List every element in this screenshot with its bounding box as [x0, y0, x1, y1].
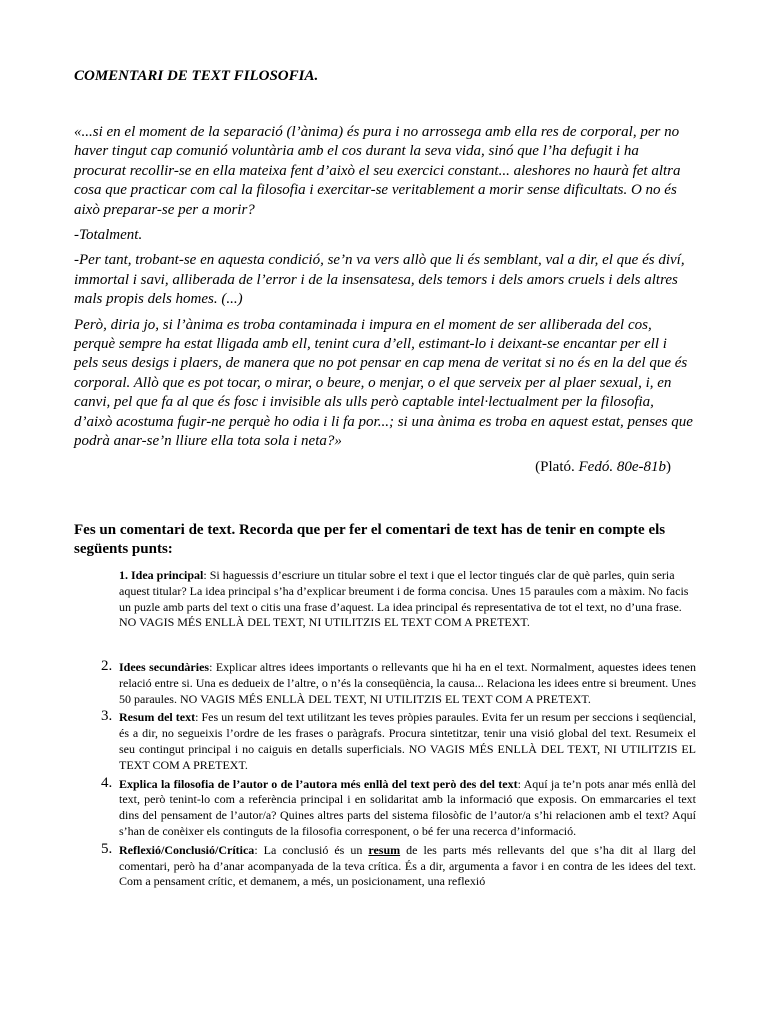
points-list — [101, 658, 697, 893]
instructions-heading: Fes un comentari de text. Recorda que per fer el comentari de text has de tenir en compte els següents punts: — [74, 522, 666, 558]
point-reflexio — [101, 840, 696, 890]
quote-paragraph: -Totalment. — [74, 227, 143, 244]
point-idees-secundaries — [101, 658, 696, 707]
point-text: : Aquí ja te’n pots anar més enllà del text, però tenint-lo com a referència principal i en solidaritat amb la informació que exposis. On emmarcaries el text dins del pensament de l’autor/a? Quines altres parts del sistema filosòfic de l’autor/a s’hi relacionen amb el text? Aquí s’han de conèixer els continguts de la filosofia corresponent, o bé fer una recerca d’informació. — [119, 776, 697, 838]
underlined-word: resum — [368, 842, 401, 857]
point-title: Reflexió/Conclusió/Crítica — [119, 842, 255, 857]
point-text: de les parts més rellevants del que s’ha dit al llarg del comentari, però ha d’anar acompanyada de la teva crítica. És a dir, argumenta a favor i en contra de les idees del text. Com a pensament crític, et demanem, a més, un posicionament, una reflexió — [119, 842, 696, 889]
plato-quote — [74, 123, 694, 483]
point-title: Idees secundàries — [119, 660, 210, 674]
quote-citation — [74, 458, 694, 477]
point-number: 4. — [101, 774, 113, 791]
point-text: : Explicar altres idees importants o rellevants que hi ha en el text. Normalment, aquestes idees tenen relació entre si. Una es dedueix de l’altre, o n’és la conseqüència, la causa... Relaciona les idees entre si breument. Unes 50 paraules. NO VAGIS MÉS ENLLÀ DEL TEXT, NI UTILITZIS EL TEXT COM A PRETEXT. — [119, 660, 696, 706]
point-title-text: Idea principal — [131, 568, 204, 582]
quote-paragraph: Però, diria jo, si l’ànima es troba contaminada i impura en el moment de ser alliberada del cos, perquè sempre ha estat lligada amb ell, tenint cura d’ell, estimant-lo i deixant-se encantar per ell i pels seus desigs i plaers, de manera que no pot pensar en cap mena de veritat si no és en la del que és corporal. Allò que es pot tocar, o mirar, o beure, o menjar, o el que serveix per al plaer sexual, i, en canvi, pel que fa al que és fosc i invisible als ulls però captable intel·lectualment per la filosofia, d’això acostuma fugir-ne perquè ho odia i li fa por...; si una ànima es troba en aquest estat, penses que podrà anar-se’n lliure ella tota sola i neta?» — [74, 316, 693, 450]
citation-work: Fedó. 80e-81b — [578, 458, 666, 475]
point-title: Explica la filosofia de l’autor o de l’autora més enllà del text però des del text — [119, 776, 518, 791]
point-resum — [101, 708, 697, 773]
point-text: : Fes un resum del text utilitzant les teves pròpies paraules. Evita fer un resum per seccions i seqüencial, és a dir, no segueixis l’ordre de les frases o paràgrafs. Procura sintetitzar, tenir una visió global del text. Resumeix el seu contingut principal i no caiguis en detalls superficials. NO VAGIS MÉS ENLLÀ DEL TEXT, NI UTILITZIS EL TEXT COM A PRETEXT. — [119, 710, 697, 772]
point-number: 2. — [101, 658, 113, 674]
point-number: 3. — [101, 708, 113, 725]
point-title: Resum del text — [119, 710, 196, 725]
point-filosofia-autor — [101, 774, 697, 840]
citation-close: ) — [666, 458, 671, 475]
point-text-before: : La conclusió és un — [254, 842, 369, 857]
quote-paragraph: «...si en el moment de la separació (l’ànima) és pura i no arrossega amb ella res de corporal, per no haver tingut cap comunió voluntària amb el cos durant la seva vida, sinó que l’ha defugit i ha procurat recollir-se en ella mateixa fent d’això el seu exercici constant... aleshores no haurà fet altra cosa que practicar com cal la filosofia i exercitar-se veritablement a morir sense dificultats. O no és això preparar-se per a morir? — [74, 124, 681, 218]
point-title — [119, 568, 203, 582]
point-idea-principal — [119, 568, 696, 631]
document-title: COMENTARI DE TEXT FILOSOFIA. — [74, 68, 319, 84]
point-number: 1. — [119, 568, 128, 582]
point-number: 5. — [101, 840, 113, 857]
point-text: : Si haguessis d’escriure un titular sobre el text i que el lector tingués clar de què parles, quin seria aquest titular? La idea principal s’ha d’explicar breument i de forma concisa. Unes 15 paraules com a màxim. No facis un puzle amb parts del text o citis una frase d’aquest. La idea principal és representativa de tot el text, no d’una frase. NO VAGIS MÉS ENLLÀ DEL TEXT, NI UTILITZIS EL TEXT COM A PRETEXT. — [119, 568, 689, 630]
quote-paragraph: -Per tant, trobant-se en aquesta condició, se’n va vers allò que li és semblant, val a dir, el que és diví, immortal i savi, alliberada de l’error i de la insensatesa, dels temors i dels amors cruels i dels altres mals propis dels homes. (...) — [74, 252, 685, 308]
citation-author: (Plató. — [535, 458, 575, 475]
